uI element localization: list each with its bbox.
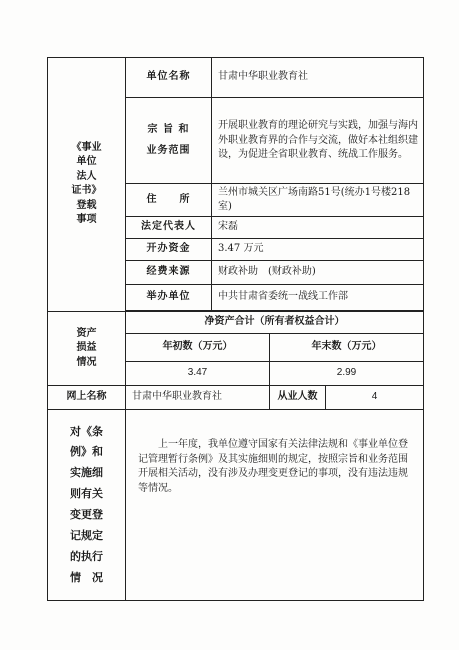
legal-rep-value: 宋磊 [212, 216, 424, 238]
begin-year-header: 年初数（万元） [126, 333, 270, 361]
net-assets-header: 净资产合计（所有者权益合计） [126, 311, 424, 333]
unit-name-label: 单位名称 [126, 58, 212, 98]
online-name-value: 甘肃中华职业教育社 [126, 386, 270, 410]
end-year-value: 2.99 [270, 362, 424, 386]
annual-report-form [47, 57, 424, 601]
address-label: 住 所 [126, 184, 212, 216]
unit-name-value: 甘肃中华职业教育社 [212, 58, 424, 98]
purpose-value: 开展职业教育的理论研究与实践，加强与海内外职业教育界的合作与交流，做好本社组织建设，为促进全省职业教育、统战工作服务。 [212, 98, 424, 184]
funding-label: 经费来源 [126, 260, 212, 284]
compliance-section-title: 对《条 例》和 实施细 则有关 变更登 记规定 的执行 情 况 [48, 410, 126, 601]
capital-label: 开办资金 [126, 238, 212, 260]
purpose-label: 宗 旨 和 业务范围 [126, 98, 212, 184]
sponsor-label: 举办单位 [126, 284, 212, 310]
address-value: 兰州市城关区广场南路51号(统办1号楼218室) [212, 184, 424, 216]
staff-count-value: 4 [326, 386, 424, 410]
online-name-label: 网上名称 [48, 386, 126, 410]
legal-rep-label: 法定代表人 [126, 216, 212, 238]
capital-value: 3.47 万元 [212, 238, 424, 260]
staff-count-label: 从业人数 [270, 386, 326, 410]
assets-section-title: 资产 损益 情况 [48, 311, 126, 385]
begin-year-value: 3.47 [126, 362, 270, 386]
end-year-header: 年末数（万元） [270, 333, 424, 361]
compliance-text: 上一年度，我单位遵守国家有关法律法规和《事业单位登记管理暂行条例》及其实施细则的规定，按照宗旨和业务范围开展相关活动，没有涉及办理变更登记的事项，没有违法违规等情况。 [126, 410, 424, 601]
funding-value: 财政补助 (财政补助) [212, 260, 424, 284]
sponsor-value: 中共甘肃省委统一战线工作部 [212, 284, 424, 310]
registration-section-title: 《事业 单位 法人 证书》 登载 事项 [48, 58, 126, 312]
